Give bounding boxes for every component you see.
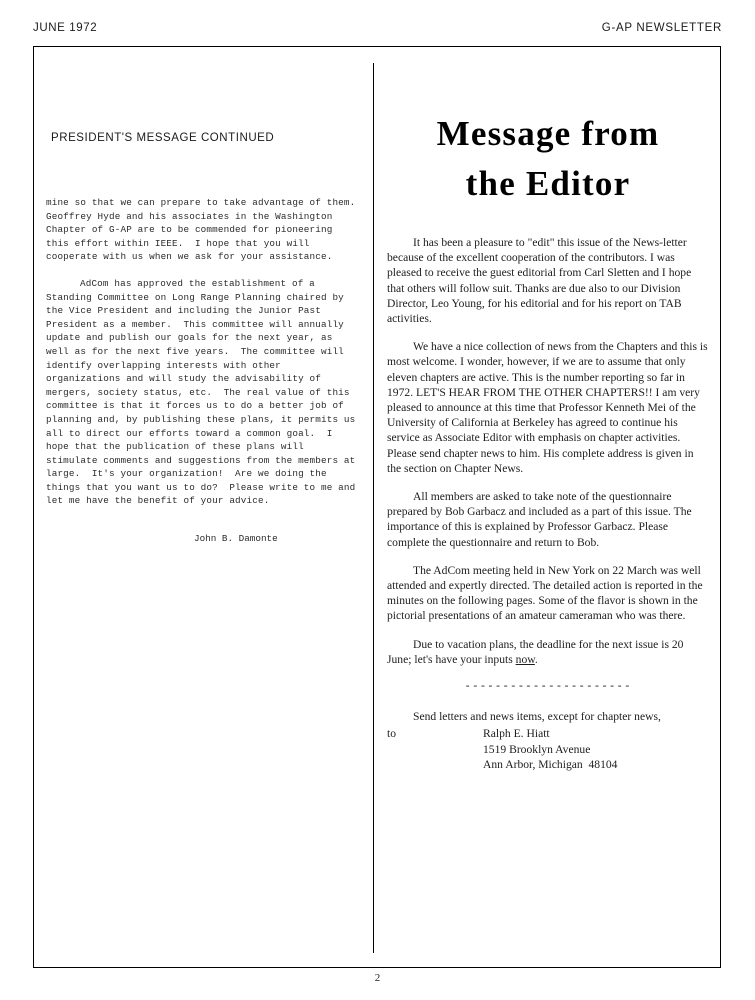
- deadline-notice: [387, 637, 709, 667]
- dashed-separator: ----------------------: [464, 681, 632, 694]
- deadline-period: .: [534, 652, 538, 666]
- page-number: 2: [374, 972, 381, 984]
- editor-paragraph-4: The AdCom meeting held in New York on 22 March was well attended and expertly directed. The detailed action is reported in the minutes on the following pages. Some of the flavor is shown in the pictorial presentations of an amateur cameraman who was there.: [387, 563, 703, 623]
- presidents-message-heading: PRESIDENT'S MESSAGE CONTINUED: [51, 132, 275, 144]
- running-head-title: G-AP NEWSLETTER: [601, 22, 722, 34]
- left-paragraph-2: AdCom has approved the establishment of a Standing Committee on Long Range Planning chaired by the Vice President and including the Junior Past President as a member. This committee will annually update and publish our goals for the next year, as well as for the next five years. The committee will identify overlapping interests with other organizations and will study the advisability of mergers, society status, etc. The real value of this committee is that it forces us to do a better job of planning and, by publishing these plans, it permits us all to direct our efforts toward a common goal. I hope that the publication of these plans will stimulate comments and suggestions from the members at large. It's your organization! Are we doing the things that you want us to do? Please write to me and let me have the benefit of your advice.: [46, 277, 362, 507]
- headline-line-1: Message from: [436, 114, 660, 153]
- left-column: [46, 132, 367, 546]
- running-head: [33, 22, 722, 34]
- address-street: 1519 Brooklyn Avenue: [483, 742, 591, 756]
- right-column: [387, 109, 709, 773]
- president-signature: John B. Damonte: [194, 533, 278, 545]
- address-city-state-zip: Ann Arbor, Michigan 48104: [483, 758, 618, 772]
- page-frame: [33, 46, 721, 968]
- editor-paragraph-2: We have a nice collection of news from the Chapters and this is most welcome. I wonder, however, if we are to assume that only eleven chapters are active. This is the number reporting so far in 1972. LET'S HEAR FROM THE OTHER CHAPTERS!! I am very pleased to announce at this time that Professor Kenneth Mei of the University of California at Berkeley has agreed to continue his service as Associate Editor with emphasis on chapter activities. Please send chapter news to him. His complete address is given in the section on Chapter News.: [387, 340, 708, 475]
- address-intro: Send letters and news items, except for chapter news,: [413, 710, 661, 724]
- editor-address-block: [387, 726, 709, 772]
- editor-message-headline: [387, 109, 709, 209]
- deadline-emphasis: now: [515, 652, 535, 666]
- running-head-date: JUNE 1972: [33, 22, 98, 34]
- address-to-label: to: [387, 727, 397, 741]
- address-name: Ralph E. Hiatt: [483, 727, 550, 741]
- left-paragraph-1: mine so that we can prepare to take advantage of them. Geoffrey Hyde and his associates in the Washington Chapter of G-AP are to be commended for pioneering this effort within IEEE. I hope that you will cooperate with us when we ask for your assistance.: [46, 197, 367, 263]
- editor-paragraph-1: It has been a pleasure to "edit" this issue of the News-letter because of the excellent cooperation of the contributors. I was pleased to receive the guest editorial from Carl Sletten and I hope that others will follow suit. Thanks are due also to our Division Director, Leo Young, for his editorial and for his report on TAB activities.: [387, 236, 692, 326]
- headline-line-2: the Editor: [465, 164, 631, 203]
- editor-paragraph-3: All members are asked to take note of the questionnaire prepared by Bob Garbacz and included as a part of this issue. The importance of this is explained by Professor Garbacz. Please complete the questionnaire and return to Bob.: [387, 490, 692, 549]
- deadline-text: Due to vacation plans, the deadline for the next issue is 20 June; let's have your inputs: [387, 637, 684, 666]
- column-divider: [373, 63, 374, 953]
